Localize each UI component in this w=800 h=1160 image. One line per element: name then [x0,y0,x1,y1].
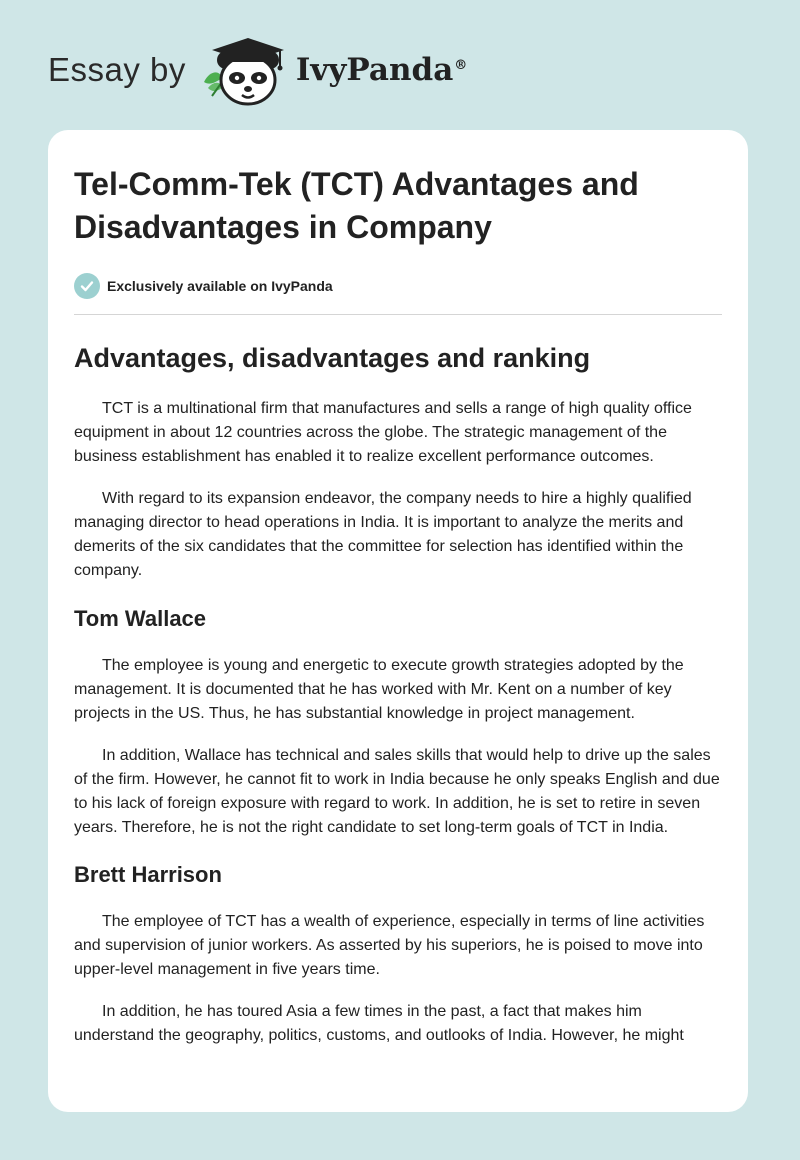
intro-paragraph: With regard to its expansion endeavor, the company needs to hire a highly qualified managing director to head operations in India. It is important to analyze the merits and demerits of the six candidates that the committee for selection has identified within the company. [74,490,692,579]
brand-name[interactable] [296,52,467,88]
exclusive-label: Exclusively available on IvyPanda [107,278,333,294]
exclusive-badge [74,273,722,299]
section-heading: Advantages, disadvantages and ranking [74,343,591,373]
intro-paragraph: TCT is a multinational firm that manufactures and sells a range of high quality office equipment in about 12 countries across the globe. The strategic management of the business establishment has enabled it to realize excellent performance outcomes. [74,400,692,465]
divider [74,314,722,315]
candidate-paragraph: The employee is young and energetic to execute growth strategies adopted by the management. It is documented that he has worked with Mr. Kent on a number of key projects in the US. Thus, he has substantial knowledge in project management. [74,657,684,722]
page-title: Tel-Comm-Tek (TCT) Advantages and Disadvantages in Company [74,166,639,245]
candidate-heading-tom-wallace: Tom Wallace [74,606,207,631]
candidate-heading-brett-harrison: Brett Harrison [74,862,222,887]
registered-mark: ® [454,57,468,73]
panda-logo-icon[interactable] [200,30,292,110]
candidate-paragraph: In addition, he has toured Asia a few times in the past, a fact that makes him understand the geography, politics, customs, and outlooks of India. However, he might [74,1003,684,1044]
candidate-paragraph: The employee of TCT has a wealth of experience, especially in terms of line activities and supervision of junior workers. As asserted by his superiors, he is poised to move into upper-level management in five years time. [74,913,705,978]
candidate-paragraph: In addition, Wallace has technical and sales skills that would help to drive up the sales of the firm. However, he cannot fit to work in India because he only speaks English and due to his lack of foreign exposure with regard to work. In addition, he is set to retire in seven years. Therefore, he is not the right candidate to set long-term goals of TCT in India. [74,747,720,836]
article-card [48,130,748,1112]
brand-prefix: Essay by [48,51,186,88]
checkmark-icon [74,273,100,299]
brand-name-text: IvyPanda [295,52,454,88]
site-header [48,30,508,110]
